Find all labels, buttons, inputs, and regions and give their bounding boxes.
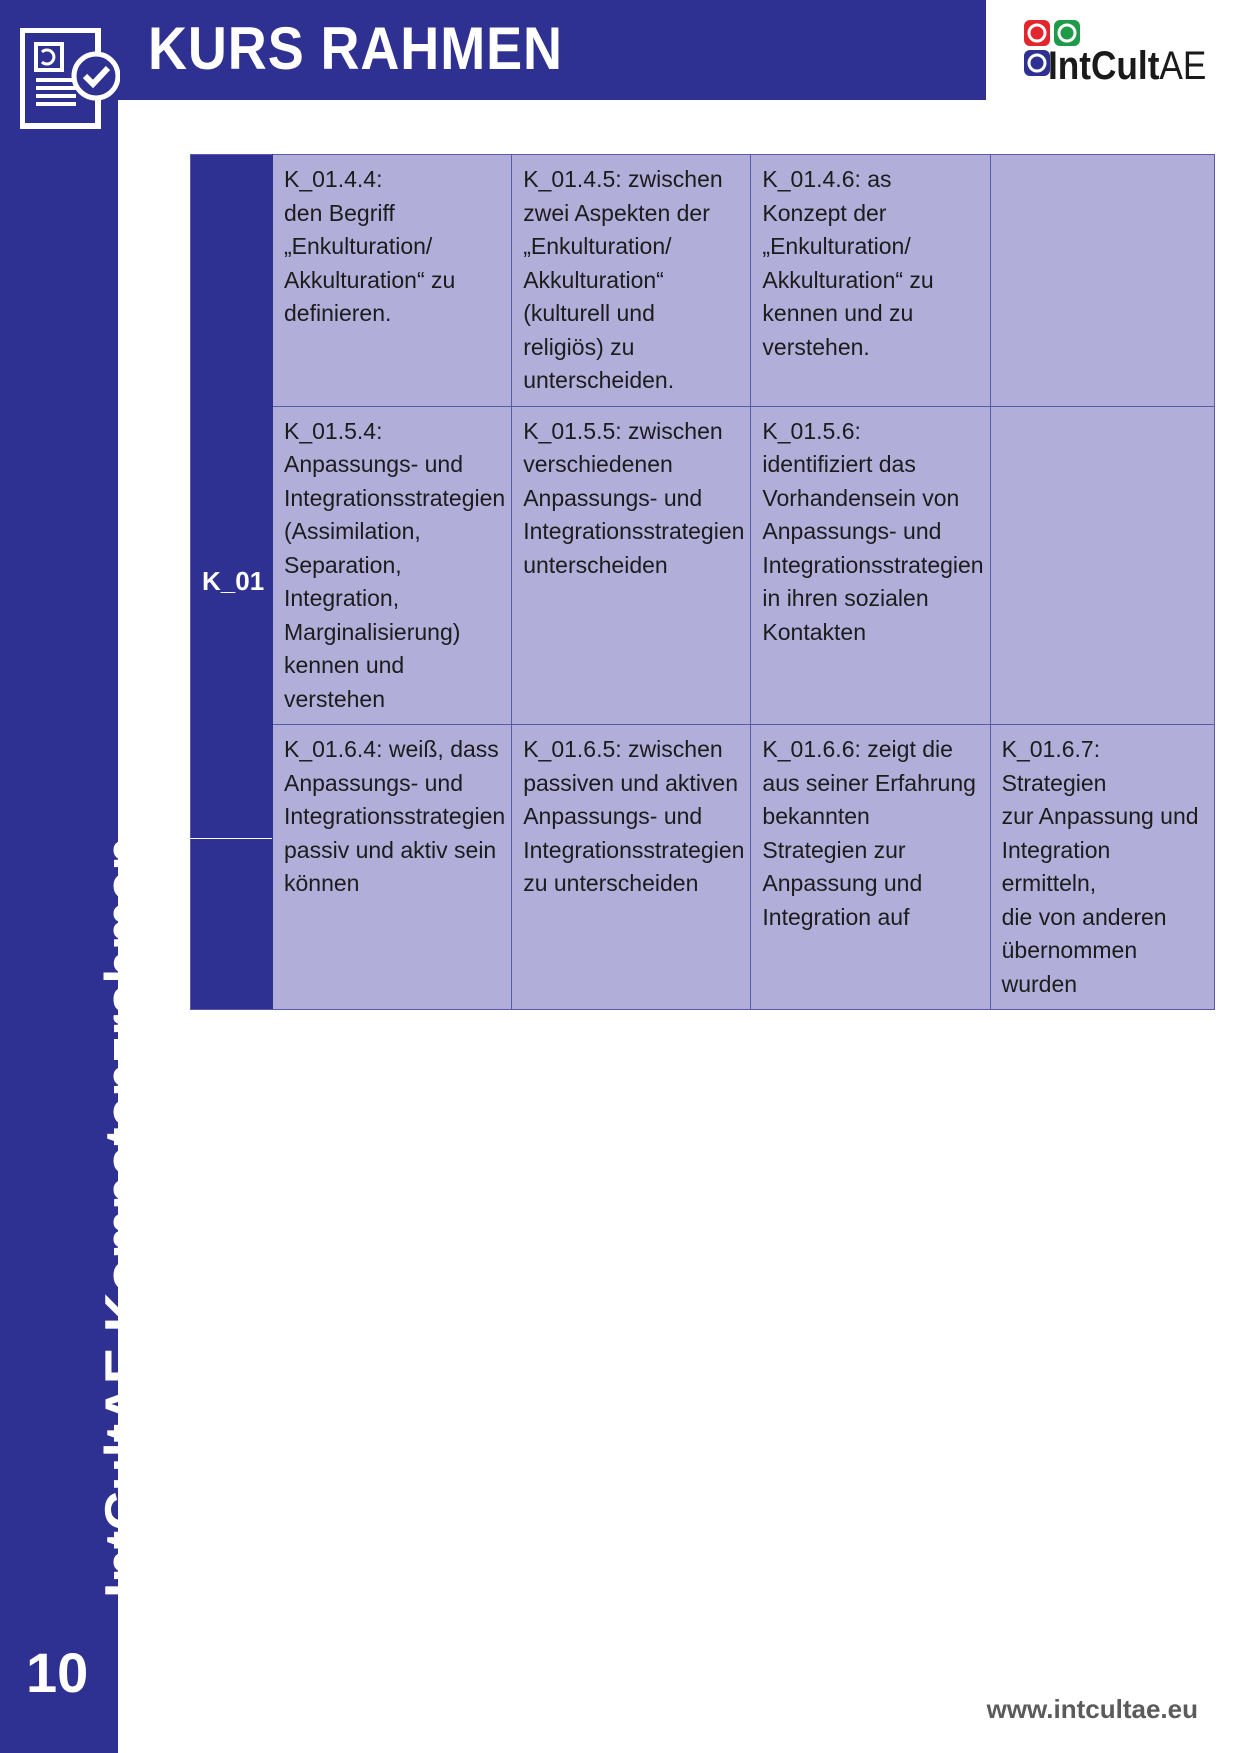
table-row [191,155,1215,407]
cell-text: K_01.5.6: identifiziert das Vorhandensein von Anpassungs- und Integrationsstrategien in ihren sozialen Kontakten [762,417,984,645]
cell-text: K_01.5.5: zwischen verschiedenen Anpassungs- und Integrationsstrategien unterscheiden [523,417,745,578]
sidebar-vertical-title: IntCultAE Kompetenzrahmen [93,837,155,1598]
competence-table [190,154,1215,1010]
logo-text-light: AE [1159,44,1207,88]
table-cell [512,406,751,725]
cell-text: K_01.4.4: den Begriff „Enkulturation/ Akkulturation“ zu definieren. [284,166,456,326]
logo-text-bold: IntCult [1048,44,1160,88]
cell-text: K_01.5.4: Anpassungs- und Integrationsstrategien (Assimilation, Separation, Integration, Marginalisierung) kennen und verstehen [284,417,506,712]
table-cell [751,725,990,1010]
table-cell [273,406,512,725]
table-cell [751,155,990,407]
page-number: 10 [26,1641,89,1704]
row-header-divider [190,838,272,839]
table-cell [751,406,990,725]
table-cell [273,725,512,1010]
table-cell [990,725,1214,1010]
table-cell [512,155,751,407]
cell-text: K_01.6.6: zeigt die aus seiner Erfahrung bekannten Strategien zur Anpassung und Integration auf [762,736,976,930]
table-row [191,725,1215,1010]
logo-wordmark [1048,44,1206,89]
footer-website-link[interactable]: www.intcultae.eu [986,1694,1198,1724]
table-cell [512,725,751,1010]
cell-text: K_01.4.5: zwischen zwei Aspekten der „Enkulturation/ Akkulturation“ (kulturell und religiös) zu unterscheiden. [523,166,723,393]
table-cell [990,406,1214,725]
cell-text: K_01.4.6: as Konzept der „Enkulturation/ Akkulturation“ zu kennen und zu verstehen. [762,166,934,360]
document-check-icon [20,28,120,130]
page-title: KURS RAHMEN [148,15,563,82]
table-cell [273,155,512,407]
cell-text: K_01.6.5: zwischen passiven und aktiven Anpassungs- und Integrationsstrategien zu unterscheiden [523,736,745,896]
cell-text: K_01.6.4: weiß, dass Anpassungs- und Integrationsstrategien passiv und aktiv sein können [284,736,506,896]
table-cell [990,155,1214,407]
row-header-k01: K_01 [191,155,273,1010]
table-row [191,406,1215,725]
cell-text: K_01.6.7: Strategien zur Anpassung und Integration ermitteln, die von anderen übernommen wurden [1001,736,1199,997]
